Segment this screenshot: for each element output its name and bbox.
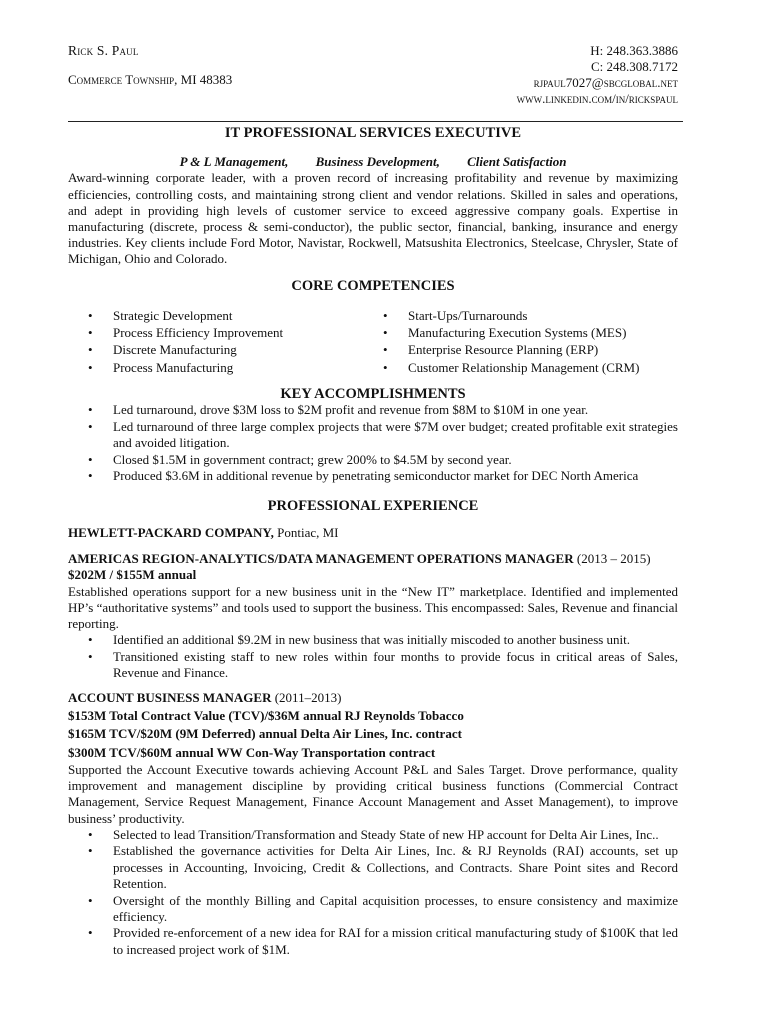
role-bullet: • Transitioned existing staff to new roles within four months to provide focus in critical areas of Sales, Revenue and Finance. — [68, 649, 678, 682]
accomplishment-item: • Closed $1.5M in government contract; grew 200% to $4.5M by second year. — [68, 452, 678, 469]
role-title: ACCOUNT BUSINESS MANAGER — [68, 690, 272, 706]
professional-experience-heading: PROFESSIONAL EXPERIENCE — [267, 497, 479, 514]
accomplishment-item: • Produced $3.6M in additional revenue by penetrating semiconductor market for DEC North America — [68, 468, 678, 485]
role-description: Established operations support for a new business unit in the “New IT” marketplace. Identified and implemented HP’s “authoritative systems” and tools used to support the business. This encompassed: Sales, Revenue and financial reporting. — [68, 583, 678, 631]
role-bullet: • Provided re-enforcement of a new idea for RAI for a mission critical manufacturing study of $100K that led to increased project work of $1M. — [68, 925, 678, 958]
core-competencies-heading: CORE COMPETENCIES — [291, 277, 455, 294]
key-accomplishments-heading: KEY ACCOMPLISHMENTS — [280, 386, 466, 403]
competency-item: • Customer Relationship Management (CRM) — [373, 359, 678, 376]
contract-line: $165M TCV/$20M (9M Deferred) annual Delta Air Lines, Inc. contract — [68, 726, 462, 742]
role-1-bullets — [68, 632, 678, 681]
home-phone: H: 248.363.3886 — [590, 43, 678, 58]
focus-area: Business Development, — [315, 154, 440, 170]
competency-item: • Process Manufacturing — [68, 359, 373, 376]
email-link[interactable]: rjpaul7027@sbcglobal.net — [533, 75, 678, 90]
competencies-left — [68, 307, 373, 376]
accomplishment-item: • Led turnaround, drove $3M loss to $2M profit and revenue from $8M to $10M in one year. — [68, 402, 678, 419]
candidate-address: Commerce Township, MI 48383 — [68, 72, 233, 88]
role-dates: (2013 – 2015) — [573, 551, 651, 567]
resume-body — [68, 122, 678, 958]
role-title: AMERICAS REGION-ANALYTICS/DATA MANAGEMENT OPERATIONS MANAGER — [68, 551, 574, 567]
role-bullet: • Oversight of the monthly Billing and Capital acquisition processes, to ensure consistency and maximize efficiency. — [68, 893, 678, 926]
competency-item: • Enterprise Resource Planning (ERP) — [373, 341, 678, 358]
competencies-right — [373, 307, 678, 376]
competency-item: • Start-Ups/Turnarounds — [373, 307, 678, 324]
accomplishments-list — [68, 402, 678, 485]
competency-item: • Discrete Manufacturing — [68, 341, 373, 358]
role-2-bullets — [68, 827, 678, 958]
role-bullet: • Established the governance activities for Delta Air Lines, Inc. & RJ Reynolds (RAI) accounts, set up processes in Accounting, Invoicing, Credit & Collections, and Contracts. Share Point sites and Record Retention. — [68, 843, 678, 892]
competency-item: • Process Efficiency Improvement — [68, 324, 373, 341]
linkedin-link[interactable]: www.linkedin.com/in/rickspaul — [516, 91, 678, 106]
header-left — [68, 43, 232, 88]
accomplishment-item: • Led turnaround of three large complex projects that were $7M over budget; created profitable exit strategies and avoided litigation. — [68, 419, 678, 452]
role-description: Supported the Account Executive towards achieving Account P&L and Sales Target. Drove performance, quality improvement and management discipline by providing critical business functions (Commercial Contract Management, Service Request Management, Finance Account Management and Asset Management), to improve business’ productivity. — [68, 762, 678, 826]
focus-areas — [68, 154, 678, 170]
company-name: HEWLETT-PACKARD COMPANY, — [68, 524, 274, 540]
summary-paragraph: Award-winning corporate leader, with a proven record of increasing profitability and revenue by maximizing efficiencies, controlling costs, and maintaining strong client and vendor relations. Skilled in sales and operations, and adept in providing high levels of customer service to exceed aggressive company goals. Expertise in manufacturing (discrete, process & semi-conductor), the public sector, financial, banking, insurance and energy industries. Key clients include Ford Motor, Navistar, Rockwell, Matsushita Electronics, Steelcase, Chrysler, State of Michigan, Ohio and Colorado. — [68, 170, 678, 267]
role-2-title-line — [68, 690, 678, 706]
role-dates: (2011–2013) — [271, 690, 342, 706]
competency-item: • Manufacturing Execution Systems (MES) — [373, 324, 678, 341]
professional-title: IT PROFESSIONAL SERVICES EXECUTIVE — [224, 125, 522, 141]
company-location: Pontiac, MI — [273, 524, 339, 540]
role-budget: $202M / $155M annual — [68, 567, 197, 583]
company-line — [68, 525, 678, 541]
contract-line: $300M TCV/$60M annual WW Con-Way Transportation contract — [68, 744, 436, 760]
role-bullet: • Identified an additional $9.2M in new business that was initially miscoded to another business unit. — [68, 632, 678, 648]
candidate-name: Rick S. Paul — [68, 43, 139, 58]
focus-area: Client Satisfaction — [467, 154, 567, 170]
cell-phone: C: 248.308.7172 — [590, 59, 678, 74]
role-1-title-line — [68, 551, 678, 567]
header-contact — [517, 43, 678, 107]
contract-line: $153M Total Contract Value (TCV)/$36M annual RJ Reynolds Tobacco — [68, 707, 464, 723]
competency-item: • Strategic Development — [68, 307, 373, 324]
competencies-columns — [68, 307, 678, 376]
focus-area: P & L Management, — [179, 154, 289, 170]
role-bullet: • Selected to lead Transition/Transformation and Steady State of new HP account for Delta Air Lines, Inc.. — [68, 827, 678, 843]
